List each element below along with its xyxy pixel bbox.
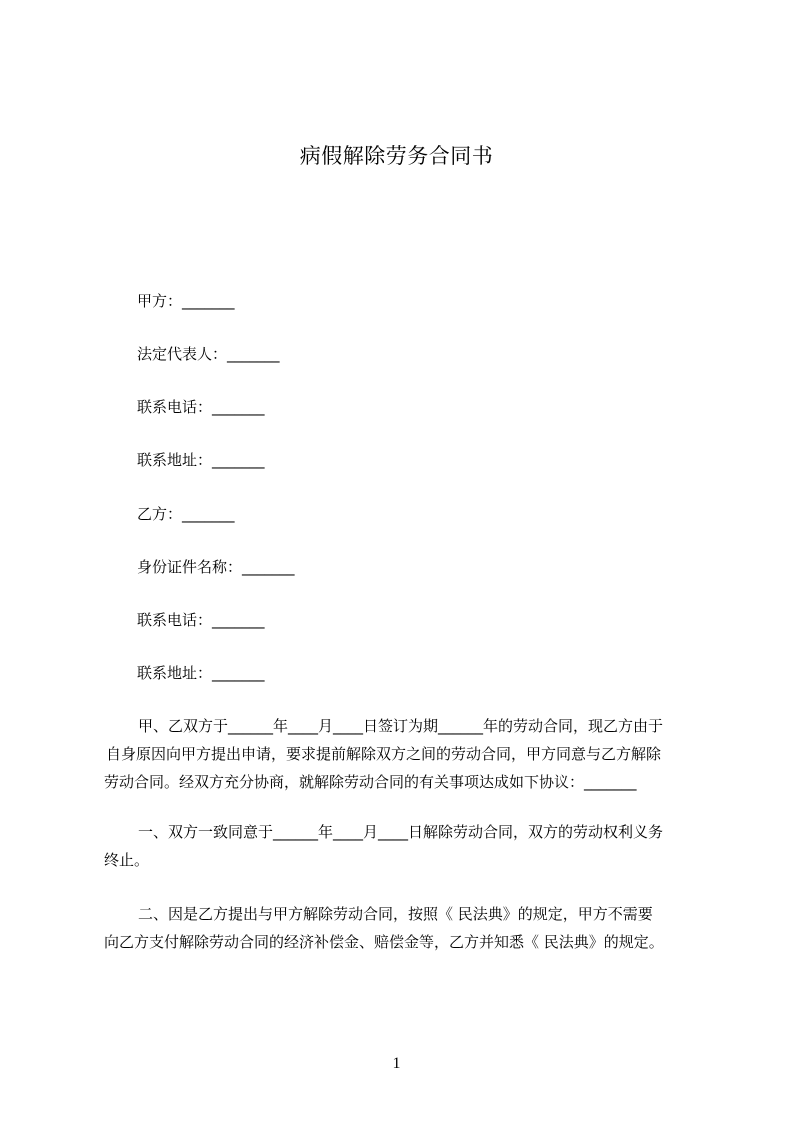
legal-representative-field: 法定代表人：_______ (137, 345, 280, 363)
paragraph-line: 二、因是乙方提出与甲方解除劳动合同，按照《 民法典》的规定，甲方不需要 (138, 905, 653, 923)
party-a-field: 甲方：_______ (137, 292, 235, 310)
preamble-paragraph (104, 712, 704, 796)
clause-two-paragraph (104, 900, 704, 956)
paragraph-line: 劳动合同。经双方充分协商，就解除劳动合同的有关事项达成如下协议：_______ (104, 773, 637, 791)
paragraph-line: 自身原因向甲方提出申请，要求提前解除双方之间的劳动合同，甲方同意与乙方解除 (106, 745, 662, 763)
document-title: 病假解除劳务合同书 (299, 144, 494, 168)
paragraph-line: 甲、乙双方于______年____月____日签订为期______年的劳动合同，现乙方由于 (138, 717, 664, 735)
party-b-field: 乙方：_______ (137, 505, 235, 523)
clause-one-paragraph (104, 818, 704, 874)
paragraph-line: 向乙方支付解除劳动合同的经济补偿金、赔偿金等，乙方并知悉《 民法典》的规定。 (104, 933, 664, 951)
paragraph-line: 一、双方一致同意于______年____月____日解除劳动合同，双方的劳动权利义务 (138, 823, 664, 841)
party-b-phone-field: 联系电话：_______ (137, 611, 265, 629)
paragraph-line: 终止。 (104, 851, 150, 869)
page-number: 1 (392, 1055, 401, 1072)
party-b-address-field: 联系地址：_______ (137, 664, 265, 682)
id-document-name-field: 身份证件名称：_______ (137, 558, 295, 576)
party-a-phone-field: 联系电话：_______ (137, 398, 265, 416)
party-a-address-field: 联系地址：_______ (137, 451, 265, 469)
